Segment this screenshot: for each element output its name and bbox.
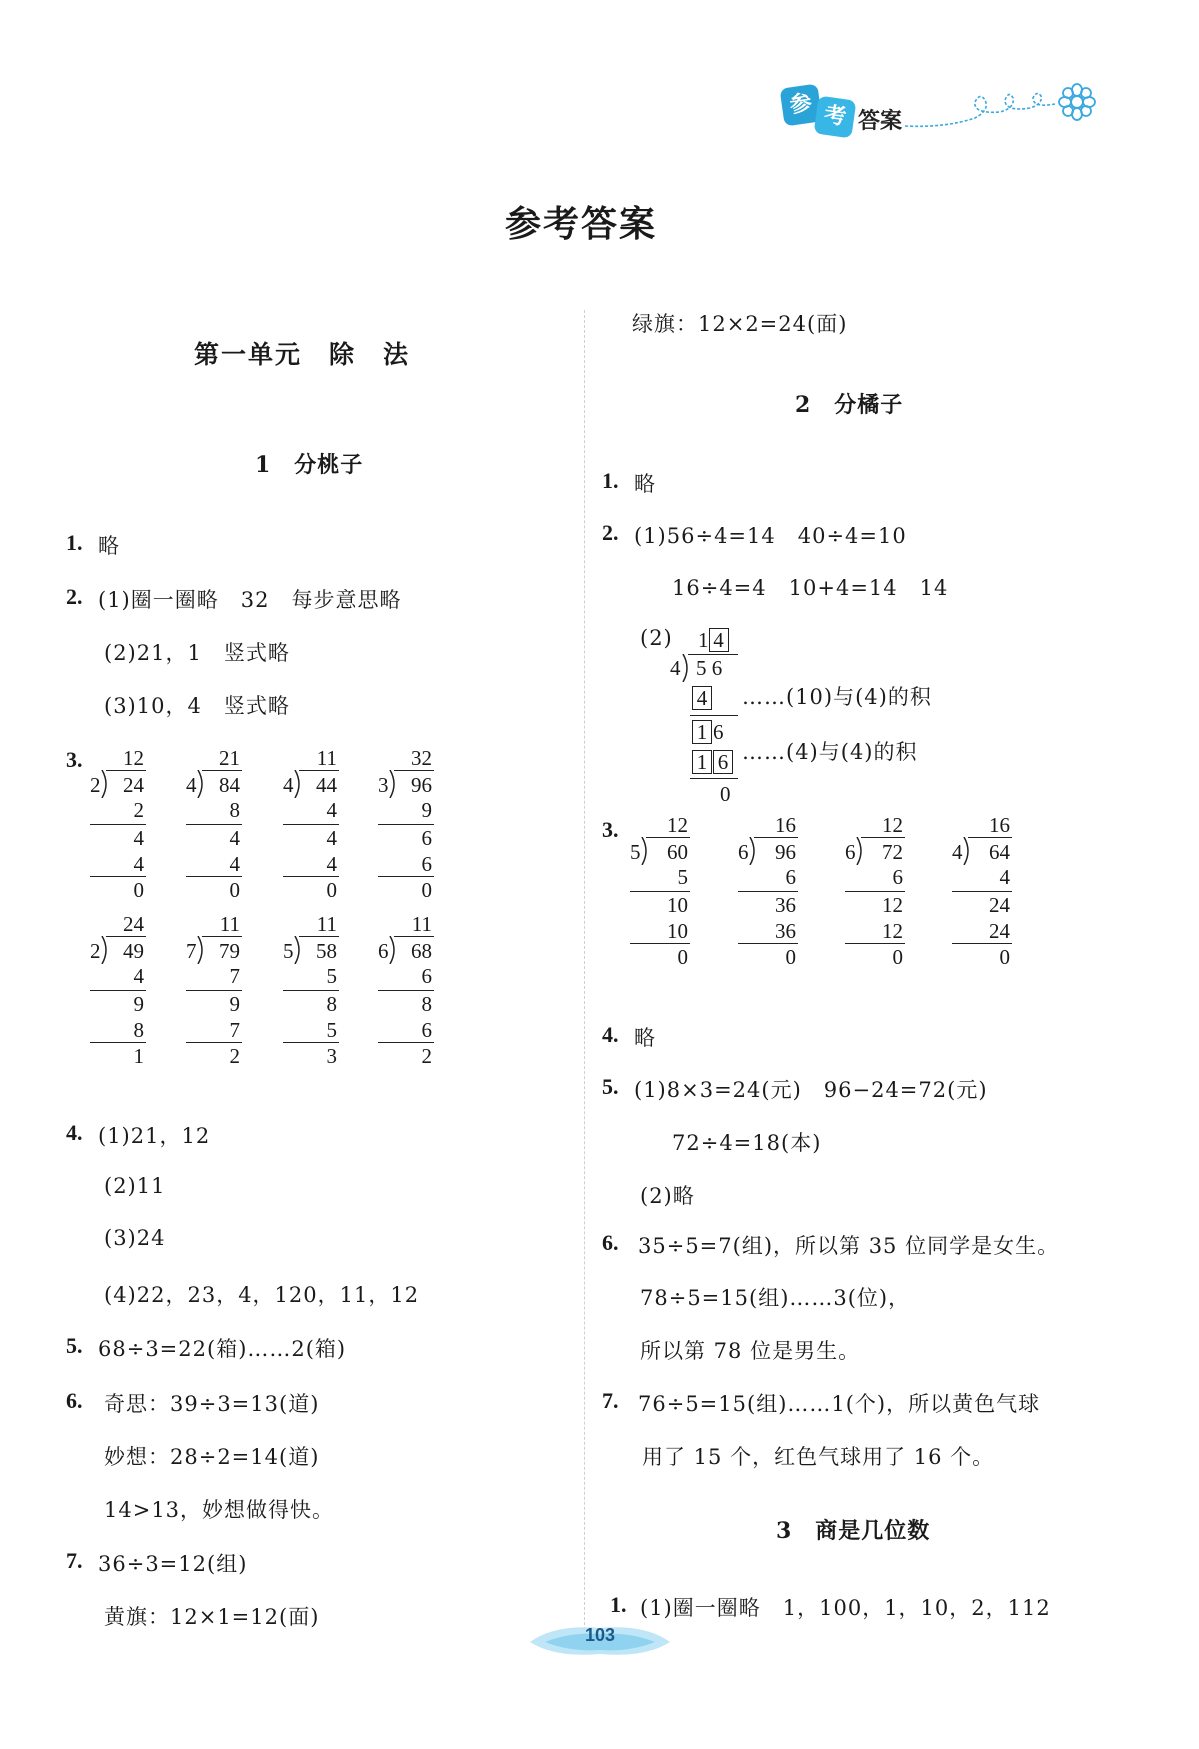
divisor: 5 (283, 939, 294, 963)
divisor: 2 (90, 939, 101, 963)
remainder-2: 0 (421, 878, 432, 902)
r-long-division-1 (630, 813, 690, 983)
header-badge-can: 参 (780, 84, 823, 127)
q6-answer-c: 14>13，妙想做得快。 (104, 1498, 335, 1522)
q6-answer-a: 奇思：39÷3=13(道) (104, 1392, 320, 1416)
division-rule (90, 824, 146, 825)
remainder-1: 8 (421, 992, 432, 1016)
subtrahend-2: 12 (882, 919, 903, 943)
s3-q1-answer: (1)圈一圈略 1，100，1，10，2，112 (640, 1596, 1051, 1620)
division-rule (90, 876, 146, 877)
quotient: 12 (667, 813, 688, 837)
remainder-1: 8 (326, 992, 337, 1016)
page-number: 103 (584, 1625, 616, 1645)
subtrahend-2: 4 (229, 852, 240, 876)
division-bracket-icon (389, 770, 399, 798)
divisor: 4 (283, 773, 294, 797)
q5-answer: 68÷3=22(箱)……2(箱) (98, 1337, 347, 1361)
q7-answer-a: 36÷3=12(组) (98, 1552, 248, 1576)
dividend: 64 (989, 840, 1010, 864)
r-q4-answer: 略 (634, 1026, 656, 1050)
subtrahend-1: 2 (133, 798, 144, 822)
division-rule (186, 1042, 242, 1043)
r-q7-answer-a: 76÷5=15(组)……1(个)，所以黄色气球 (638, 1392, 1041, 1416)
division-rule (186, 990, 242, 991)
division-rule (738, 891, 798, 892)
division-rule (283, 1042, 339, 1043)
r-q2-answer-c: (2) (640, 626, 673, 650)
r-q5-answer-a: (1)8×3=24(元) 96−24=72(元) (634, 1078, 988, 1102)
dividend: 79 (219, 939, 240, 963)
division-rule (738, 943, 798, 944)
remainder-2: 0 (326, 878, 337, 902)
remainder-1: 12 (882, 893, 903, 917)
section-heading-3: 3 商是几位数 (776, 1518, 931, 1544)
q4-answer-d: (4)22，23，4，120，11，12 (104, 1283, 420, 1307)
boxed-divisor: 4 (670, 656, 681, 680)
divisor: 2 (90, 773, 101, 797)
subtrahend-2: 36 (775, 919, 796, 943)
dividend: 96 (775, 840, 796, 864)
header-badge-kao: 考 (814, 96, 857, 139)
division-rule (378, 990, 434, 991)
q1-answer: 略 (98, 534, 120, 558)
remainder-1: 10 (667, 893, 688, 917)
subtrahend-1: 4 (133, 964, 144, 988)
boxed-dividend: 5 6 (696, 656, 723, 680)
quotient: 11 (219, 912, 240, 936)
subtrahend-2: 4 (326, 852, 337, 876)
r-long-division-2 (738, 813, 798, 983)
remainder-1: 4 (229, 826, 240, 850)
boxed-long-division (670, 624, 740, 806)
quotient: 32 (411, 746, 432, 770)
division-rule (283, 824, 339, 825)
division-rule (630, 891, 690, 892)
subtrahend-2: 24 (989, 919, 1010, 943)
division-rule (283, 990, 339, 991)
long-division-7 (283, 912, 339, 1082)
remainder-1: 36 (775, 893, 796, 917)
header-label: 答案 (858, 109, 903, 134)
quotient: 11 (316, 746, 337, 770)
division-bracket-icon (682, 654, 692, 682)
quotient: 11 (411, 912, 432, 936)
division-rule (106, 770, 146, 771)
quotient: 12 (123, 746, 144, 770)
r-q6-answer-b: 78÷5=15(组)……3(位)， (640, 1286, 911, 1310)
dividend: 58 (316, 939, 337, 963)
subtrahend-2: 5 (326, 1018, 337, 1042)
quotient: 21 (219, 746, 240, 770)
q7-number: 7. (66, 1548, 83, 1573)
r-q2-answer-b: 16÷4=4 10+4=14 14 (672, 576, 949, 600)
flower-swirl-icon (905, 78, 1105, 138)
division-rule (186, 824, 242, 825)
remainder-2: 0 (229, 878, 240, 902)
boxed-s2a: 1 (692, 750, 712, 774)
long-division-2 (186, 746, 242, 916)
remainder-1: 4 (326, 826, 337, 850)
divisor: 4 (186, 773, 197, 797)
subtrahend-1: 6 (892, 865, 903, 889)
subtrahend-1: 4 (999, 865, 1010, 889)
q4-answer-a: (1)21，12 (98, 1124, 211, 1148)
division-rule (378, 1042, 434, 1043)
quotient: 24 (123, 912, 144, 936)
remainder-1: 4 (133, 826, 144, 850)
subtrahend-1: 7 (229, 964, 240, 988)
subtrahend-2: 6 (421, 1018, 432, 1042)
dividend: 72 (882, 840, 903, 864)
division-bracket-icon (294, 770, 304, 798)
r-q5-answer-b: 72÷4=18(本) (672, 1131, 822, 1155)
boxed-q2: 4 (709, 628, 729, 652)
remainder-2: 2 (229, 1044, 240, 1068)
q6-answer-b: 妙想：28÷2=14(道) (104, 1445, 320, 1469)
r-q5-number: 5. (602, 1074, 619, 1099)
subtrahend-1: 8 (229, 798, 240, 822)
division-rule (394, 936, 434, 937)
r-q5-answer-c: (2)略 (640, 1184, 695, 1208)
divisor: 7 (186, 939, 197, 963)
division-rule (186, 876, 242, 877)
division-bracket-icon (197, 936, 207, 964)
subtrahend-2: 7 (229, 1018, 240, 1042)
r-q7-answer-b: 用了 15 个，红色气球用了 16 个。 (642, 1445, 995, 1469)
subtrahend-2: 10 (667, 919, 688, 943)
quotient: 16 (775, 813, 796, 837)
remainder-2: 0 (677, 945, 688, 969)
q2-answer-c: (3)10，4 竖式略 (104, 694, 290, 718)
section-heading-2: 2 分橘子 (795, 392, 904, 418)
division-rule (952, 943, 1012, 944)
q6-number: 6. (66, 1388, 83, 1413)
s3-q1-number: 1. (610, 1592, 627, 1617)
subtrahend-1: 4 (326, 798, 337, 822)
subtrahend-1: 6 (785, 865, 796, 889)
division-bracket-icon (101, 770, 111, 798)
subtrahend-1: 5 (326, 964, 337, 988)
subtrahend-1: 6 (421, 964, 432, 988)
r-q1-number: 1. (602, 468, 619, 493)
column-divider (584, 310, 585, 1640)
unit-heading: 第一单元 除 法 (194, 340, 411, 369)
remainder-1: 9 (229, 992, 240, 1016)
division-rule (968, 837, 1012, 838)
r-q3-number: 3. (602, 817, 619, 842)
division-rule (378, 824, 434, 825)
remainder-2: 2 (421, 1044, 432, 1068)
divisor: 6 (845, 840, 856, 864)
division-bracket-icon (101, 936, 111, 964)
long-division-3 (283, 746, 339, 916)
q4-answer-c: (3)24 (104, 1226, 166, 1250)
divisor: 5 (630, 840, 641, 864)
division-rule (90, 1042, 146, 1043)
remainder-2: 0 (133, 878, 144, 902)
boxed-q1: 1 (698, 628, 709, 652)
remainder-1: 9 (133, 992, 144, 1016)
subtrahend-1: 5 (677, 865, 688, 889)
divisor: 3 (378, 773, 389, 797)
subtrahend-2: 6 (421, 852, 432, 876)
dividend: 49 (123, 939, 144, 963)
remainder-1: 6 (421, 826, 432, 850)
division-rule (378, 876, 434, 877)
division-rule (646, 837, 690, 838)
r-q1-answer: 略 (634, 472, 656, 496)
remainder-1: 24 (989, 893, 1010, 917)
dividend: 84 (219, 773, 240, 797)
division-bracket-icon (641, 837, 651, 865)
r-q4-number: 4. (602, 1022, 619, 1047)
quotient: 11 (316, 912, 337, 936)
boxed-note-1: ……(10)与(4)的积 (742, 685, 932, 709)
q7-answer-b: 黄旗：12×1=12(面) (104, 1605, 320, 1629)
quotient: 16 (989, 813, 1010, 837)
boxed-note-2: ……(4)与(4)的积 (742, 740, 918, 764)
q1-number: 1. (66, 530, 83, 555)
division-rule (952, 891, 1012, 892)
r-green-flag: 绿旗：12×2=24(面) (632, 312, 848, 336)
divisor: 6 (738, 840, 749, 864)
boxed-r1b: 6 (713, 720, 724, 744)
q2-answer-a: (1)圈一圈略 32 每步意思略 (98, 588, 402, 612)
dividend: 96 (411, 773, 432, 797)
boxed-r1a: 1 (692, 720, 712, 744)
division-rule (202, 770, 242, 771)
q5-number: 5. (66, 1333, 83, 1358)
division-rule (299, 770, 339, 771)
boxed-quotient (698, 628, 730, 653)
q4-number: 4. (66, 1120, 83, 1145)
r-q6-number: 6. (602, 1230, 619, 1255)
division-bracket-icon (963, 837, 973, 865)
long-division-6 (186, 912, 242, 1082)
q3-number: 3. (66, 747, 83, 772)
r-q6-answer-a: 35÷5=7(组)，所以第 35 位同学是女生。 (638, 1234, 1060, 1258)
dividend: 24 (123, 773, 144, 797)
division-bracket-icon (389, 936, 399, 964)
r-q2-number: 2. (602, 520, 619, 545)
long-division-8 (378, 912, 434, 1082)
remainder-2: 0 (785, 945, 796, 969)
long-division-5 (90, 912, 146, 1082)
division-bracket-icon (856, 837, 866, 865)
section-heading-1: 1 分桃子 (255, 452, 364, 478)
division-rule (861, 837, 905, 838)
division-rule (90, 990, 146, 991)
divisor: 6 (378, 939, 389, 963)
division-rule (299, 936, 339, 937)
r-q2-answer-a: (1)56÷4=14 40÷4=10 (634, 524, 907, 548)
remainder-2: 0 (892, 945, 903, 969)
r-q6-answer-c: 所以第 78 位是男生。 (640, 1339, 861, 1363)
r-long-division-4 (952, 813, 1012, 983)
division-rule (845, 891, 905, 892)
subtrahend-2: 8 (133, 1018, 144, 1042)
division-bracket-icon (749, 837, 759, 865)
long-division-1 (90, 746, 146, 916)
long-division-4 (378, 746, 434, 916)
division-rule (630, 943, 690, 944)
division-bracket-icon (197, 770, 207, 798)
r-long-division-3 (845, 813, 905, 983)
subtrahend-2: 4 (133, 852, 144, 876)
divisor: 4 (952, 840, 963, 864)
remainder-2: 1 (133, 1044, 144, 1068)
boxed-sub1: 4 (692, 686, 712, 710)
page-title: 参考答案 (505, 203, 658, 245)
boxed-s2b: 6 (713, 750, 733, 774)
q2-answer-b: (2)21，1 竖式略 (104, 641, 290, 665)
dividend: 44 (316, 773, 337, 797)
remainder-2: 3 (326, 1044, 337, 1068)
division-rule (845, 943, 905, 944)
division-rule (202, 936, 242, 937)
quotient: 12 (882, 813, 903, 837)
division-rule (394, 770, 434, 771)
q4-answer-b: (2)11 (104, 1174, 166, 1198)
division-rule (754, 837, 798, 838)
subtrahend-1: 9 (421, 798, 432, 822)
q2-number: 2. (66, 584, 83, 609)
division-rule (283, 876, 339, 877)
division-rule (106, 936, 146, 937)
dividend: 68 (411, 939, 432, 963)
remainder-2: 0 (999, 945, 1010, 969)
dividend: 60 (667, 840, 688, 864)
boxed-r2: 0 (720, 782, 731, 806)
division-bracket-icon (294, 936, 304, 964)
r-q7-number: 7. (602, 1388, 619, 1413)
